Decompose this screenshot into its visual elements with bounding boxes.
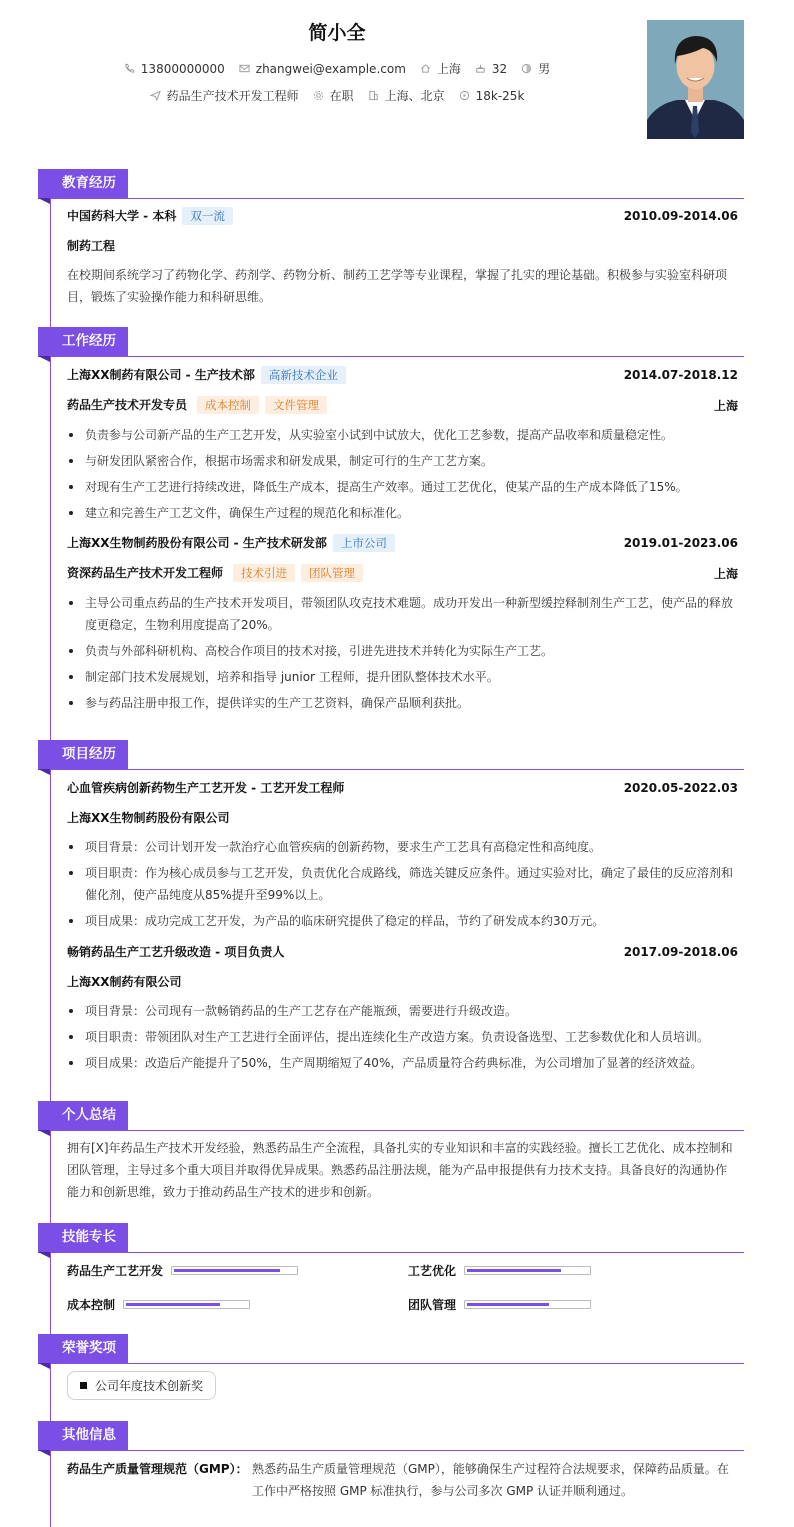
gender-item [521,60,550,77]
email-text: zhangwei@example.com [255,61,406,76]
skill-item [408,1296,591,1313]
work-2-bullets [67,592,737,718]
award-text: 公司年度技术创新奖 [95,1379,204,1393]
skill-bar [123,1300,250,1309]
location-item [420,60,461,77]
work-2-position-wrap [67,564,363,582]
gear-icon [313,90,324,101]
salary-item [459,89,525,103]
timeline-rail [50,188,51,1527]
skill-bar-fill [467,1269,561,1272]
other-text: 熟悉药品生产质量管理规范（GMP），能够确保生产过程符合法规要求，保障药品质量。在工作中严格按照 GMP 标准执行，参与公司多次 GMP 认证并顺利通过。 [252,1462,729,1498]
section-title-education: 教育经历 [38,169,128,198]
work-2-position-row [67,564,738,582]
work-1-position-row [67,396,738,414]
building-icon [368,90,379,101]
age-item [475,62,507,76]
section-divider [38,198,744,199]
list-item: 制定部门技术发展规划，培养和指导 junior 工程师，提升团队整体技术水平。 [67,666,737,688]
avatar [647,20,744,139]
project-1-company: 上海XX生物制药股份有限公司 [67,811,230,825]
list-item: 项目背景：公司现有一款畅销药品的生产工艺存在产能瓶颈，需要进行升级改造。 [67,1000,737,1022]
project-2-title: 畅销药品生产工艺升级改造 - 项目负责人 [67,945,285,959]
education-major: 制药工程 [67,239,116,253]
list-item: 项目成果：改造后产能提升了50%，生产周期缩短了40%，产品质量符合药典标准，为公司增加了显著的经济效益。 [67,1052,737,1074]
gender-text: 男 [538,62,551,76]
section-title-skills: 技能专长 [38,1223,128,1252]
list-item: 负责参与公司新产品的生产工艺开发，从实验室小试到中试放大，优化工艺参数，提高产品收率和质量稳定性。 [67,424,737,446]
other-label: 药品生产质量管理规范（GMP）： [67,1462,248,1476]
section-title-work: 工作经历 [38,327,128,356]
section-divider [38,1252,744,1253]
skill-name: 成本控制 [67,1298,116,1312]
phone-icon [124,63,135,74]
coin-icon [459,90,470,101]
target-cities-text: 上海、北京 [384,89,445,103]
skill-bar [464,1266,591,1275]
project-2-period: 2017.09-2018.06 [623,944,738,959]
list-item: 对现有生产工艺进行持续改进，降低生产成本，提高生产效率。通过工艺优化，使某产品的生产成本降低了15%。 [67,476,737,498]
send-icon [150,90,161,101]
summary-text: 拥有[X]年药品生产技术开发经验，熟悉药品生产全流程，具备扎实的专业知识和丰富的实践经验。擅长工艺优化、成本控制和团队管理，主导过多个重大项目并取得优异成果。熟悉药品注册法规，能为产品申报提供有力技术支持。具备良好的沟通协作能力和创新思维，致力于推动药品生产技术的进步和创新。 [67,1141,733,1199]
section-title-other: 其他信息 [38,1421,128,1450]
work-2-tag: 技术引进 [233,564,295,582]
skill-item [408,1262,591,1279]
work-1-period: 2014.07-2018.12 [623,368,738,382]
section-fold [38,1450,50,1456]
education-description: 在校期间系统学习了药物化学、药剂学、药物分析、制药工艺学等专业课程，掌握了扎实的理论基础。积极参与实验室科研项目，锻炼了实验操作能力和科研思维。 [67,268,728,304]
project-1-header-row [67,779,738,796]
skill-item [67,1262,298,1279]
location-text: 上海 [436,62,461,76]
skill-bar-fill [126,1303,220,1306]
section-divider [38,356,744,357]
job-intent-row [0,87,674,104]
list-item: 与研发团队紧密合作，根据市场需求和研发成果，制定可行的生产工艺方案。 [67,450,737,472]
project-2-bullets [67,1000,737,1078]
education-header-row [67,207,738,225]
work-2-city: 上海 [713,566,738,581]
work-2-company: 上海XX生物制药股份有限公司 - 生产技术研发部 [67,536,327,550]
list-item: 项目职责：作为核心成员参与工艺开发，负责优化合成路线，筛选关键反应条件。通过实验对比，确定了最佳的反应溶剂和催化剂，使产品纯度从85%提升至99%以上。 [67,862,737,906]
salary-text: 18k-25k [475,88,525,103]
project-1-period: 2020.05-2022.03 [623,780,738,795]
work-1-company: 上海XX制药有限公司 - 生产技术部 [67,368,255,382]
cake-icon [475,63,486,74]
home-icon [420,63,431,74]
skill-bar-fill [174,1269,280,1272]
project-2-header-row [67,943,738,960]
work-1-company-tag: 高新技术企业 [261,366,346,384]
education-school-wrap [67,207,233,225]
work-1-bullets [67,424,737,528]
award-badge [67,1371,216,1400]
mail-icon [239,63,250,74]
education-tag: 双一流 [182,207,233,225]
list-item: 主导公司重点药品的生产技术开发项目，带领团队攻克技术难题。成功开发出一种新型缓控释制剂生产工艺，使产品的释放度更稳定，生物利用度提高了20%。 [67,592,737,636]
work-2-period: 2019.01-2023.06 [623,536,738,550]
list-item: 项目成果：成功完成工艺开发，为产品的临床研究提供了稳定的样品，节约了研发成本约30万元。 [67,910,737,932]
skill-name: 药品生产工艺开发 [67,1264,164,1278]
age-text: 32 [491,61,508,76]
section-fold [38,1363,50,1369]
work-1-position: 药品生产技术开发专员 [67,398,188,412]
section-fold [38,356,50,362]
work-1-city: 上海 [713,398,738,413]
skill-bar-fill [467,1303,549,1306]
gender-icon [521,63,532,74]
target-cities-item [368,87,445,104]
section-title-awards: 荣誉奖项 [38,1334,128,1363]
section-title-summary: 个人总结 [38,1101,128,1130]
list-item: 项目背景：公司计划开发一款治疗心血管疾病的创新药物，要求生产工艺具有高稳定性和高纯度。 [67,836,737,858]
status-item [313,87,354,104]
work-1-header-row [67,366,738,384]
list-item: 参与药品注册申报工作，提供详实的生产工艺资料，确保产品顺利获批。 [67,692,737,714]
profile-photo [647,20,744,139]
work-1-company-wrap [67,366,346,384]
target-position-text: 药品生产技术开发工程师 [166,89,299,103]
project-1-bullets [67,836,737,936]
phone-item [124,62,225,76]
section-divider [38,769,744,770]
section-divider [38,1363,744,1364]
skill-bar [464,1300,591,1309]
section-fold [38,198,50,204]
status-text: 在职 [329,89,354,103]
section-fold [38,1130,50,1136]
project-1-title: 心血管疾病创新药物生产工艺开发 - 工艺开发工程师 [67,781,345,795]
section-divider [38,1450,744,1451]
list-item: 项目职责：带领团队对生产工艺进行全面评估，提出连续化生产改造方案。负责设备选型、工艺参数优化和人员培训。 [67,1026,737,1048]
work-2-company-wrap [67,534,395,552]
work-2-company-tag: 上市公司 [333,534,395,552]
email-item [239,62,406,76]
work-1-position-wrap [67,396,327,414]
contact-row [0,60,674,77]
work-2-header-row [67,534,738,552]
work-1-tag: 成本控制 [197,396,259,414]
phone-text: 13800000000 [140,61,225,76]
education-period: 2010.09-2014.06 [623,209,738,223]
skill-bar [171,1266,298,1275]
target-position-item [150,87,299,104]
project-2-company: 上海XX制药有限公司 [67,975,182,989]
list-item: 建立和完善生产工艺文件，确保生产过程的规范化和标准化。 [67,502,737,524]
section-fold [38,769,50,775]
work-1-tag: 文件管理 [265,396,327,414]
work-2-tag: 团队管理 [301,564,363,582]
list-item: 负责与外部科研机构、高校合作项目的技术对接，引进先进技术并转化为实际生产工艺。 [67,640,737,662]
skill-name: 团队管理 [408,1298,457,1312]
candidate-name: 简小全 [308,22,366,44]
work-2-position: 资深药品生产技术开发工程师 [67,566,224,580]
education-school: 中国药科大学 - 本科 [67,209,177,223]
section-fold [38,1252,50,1258]
skill-name: 工艺优化 [408,1264,457,1278]
square-bullet-icon [80,1382,87,1389]
section-divider [38,1130,744,1131]
section-title-projects: 项目经历 [38,740,128,769]
skill-item [67,1296,250,1313]
